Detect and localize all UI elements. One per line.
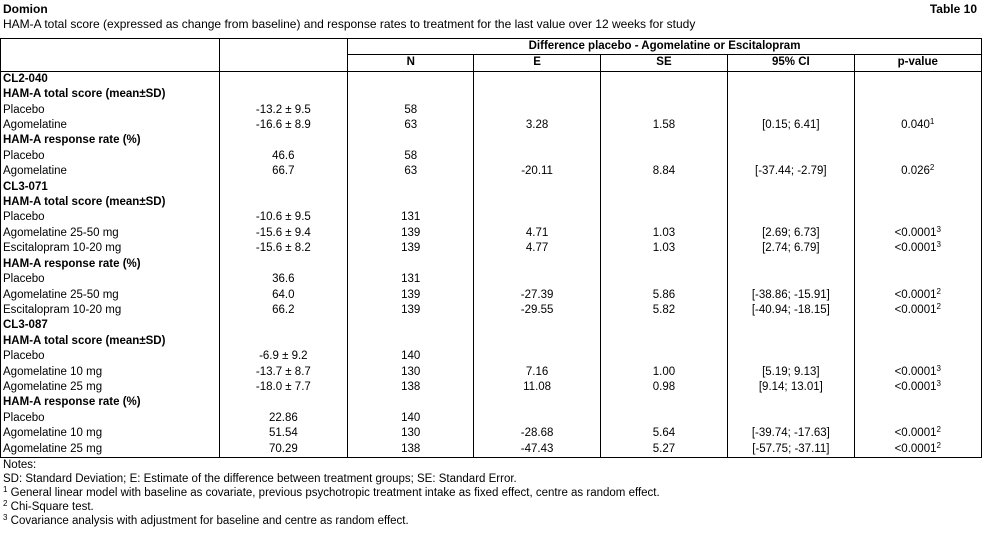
p-value-cell <box>854 380 981 395</box>
treatment-group-label: Agomelatine <box>1 164 220 179</box>
group-value-cell: 22.86 <box>219 411 347 426</box>
empty-cell <box>219 133 347 148</box>
ci-cell: [2.74; 6.79] <box>728 241 854 256</box>
column-header-n: N <box>348 55 474 71</box>
n-cell: 139 <box>348 241 474 256</box>
footnote-mark: 3 <box>3 513 8 522</box>
study-label: CL3-087 <box>1 318 220 333</box>
study-row <box>1 318 982 333</box>
metric-label: HAM-A response rate (%) <box>1 257 220 272</box>
empty-cell <box>348 180 474 195</box>
p-value-text: <0.0001 <box>894 427 937 440</box>
n-cell: 130 <box>348 365 474 380</box>
empty-cell <box>600 133 727 148</box>
p-value-cell <box>854 226 981 241</box>
ci-cell: [0.15; 6.41] <box>728 118 854 133</box>
empty-cell <box>854 334 981 349</box>
p-value-cell <box>854 164 981 179</box>
n-cell: 138 <box>348 442 474 458</box>
n-cell: 58 <box>348 149 474 164</box>
empty-cell <box>600 395 727 410</box>
group-value-cell: 36.6 <box>219 272 347 287</box>
se-cell: 1.58 <box>600 118 727 133</box>
empty-cell <box>474 180 600 195</box>
empty-cell <box>854 318 981 333</box>
column-header-row <box>1 55 982 71</box>
empty-cell <box>728 395 854 410</box>
table-row <box>1 226 982 241</box>
empty-cell <box>728 87 854 102</box>
empty-cell <box>348 395 474 410</box>
footnote-mark: 2 <box>3 499 8 508</box>
p-value-cell <box>854 303 981 318</box>
p-value-cell <box>854 103 981 118</box>
p-value-text: <0.0001 <box>894 303 937 316</box>
header-empty-cell <box>219 39 347 55</box>
n-cell: 63 <box>348 164 474 179</box>
treatment-group-label: Agomelatine 25 mg <box>1 380 220 395</box>
footnote-ref: 2 <box>929 164 935 173</box>
group-value-cell: 64.0 <box>219 288 347 303</box>
difference-group-header: Difference placebo - Agomelatine or Escitalopram <box>348 39 982 55</box>
empty-cell <box>219 87 347 102</box>
n-cell: 131 <box>348 272 474 287</box>
estimate-cell <box>474 349 600 364</box>
estimate-cell: 3.28 <box>474 118 600 133</box>
empty-cell <box>219 334 347 349</box>
p-value-cell <box>854 149 981 164</box>
empty-cell <box>474 318 600 333</box>
p-value-cell <box>854 365 981 380</box>
empty-cell <box>728 195 854 210</box>
p-value-text: 0.026 <box>901 165 930 178</box>
footnote-ref: 1 <box>929 118 935 127</box>
footnote-2 <box>3 500 660 514</box>
group-value-cell: 70.29 <box>219 442 347 458</box>
treatment-group-label: Escitalopram 10-20 mg <box>1 241 220 256</box>
column-header-ci: 95% CI <box>728 55 854 71</box>
treatment-group-label: Placebo <box>1 349 220 364</box>
group-header-row <box>1 39 982 55</box>
empty-cell <box>348 87 474 102</box>
empty-cell <box>854 133 981 148</box>
group-value-cell: -18.0 ± 7.7 <box>219 380 347 395</box>
table-row <box>1 365 982 380</box>
empty-cell <box>348 133 474 148</box>
p-value-text: 0.040 <box>901 119 930 132</box>
empty-cell <box>474 133 600 148</box>
empty-cell <box>348 71 474 87</box>
se-cell: 1.00 <box>600 365 727 380</box>
empty-cell <box>348 257 474 272</box>
n-cell: 131 <box>348 210 474 225</box>
empty-cell <box>600 87 727 102</box>
n-cell: 139 <box>348 226 474 241</box>
n-cell: 139 <box>348 288 474 303</box>
se-cell <box>600 210 727 225</box>
table-row <box>1 210 982 225</box>
empty-cell <box>728 318 854 333</box>
table-row <box>1 411 982 426</box>
metric-label: HAM-A total score (mean±SD) <box>1 87 220 102</box>
footnote-ref: 3 <box>936 379 941 388</box>
ci-cell: [2.69; 6.73] <box>728 226 854 241</box>
treatment-group-label: Agomelatine 10 mg <box>1 365 220 380</box>
p-value-cell <box>854 210 981 225</box>
estimate-cell: -20.11 <box>474 164 600 179</box>
group-value-cell: -6.9 ± 9.2 <box>219 349 347 364</box>
results-table <box>0 38 982 458</box>
table-row <box>1 272 982 287</box>
footnote-mark: 1 <box>3 485 8 494</box>
empty-cell <box>728 133 854 148</box>
ci-cell: [-39.74; -17.63] <box>728 426 854 441</box>
treatment-group-label: Agomelatine 10 mg <box>1 426 220 441</box>
column-header-e: E <box>474 55 600 71</box>
metric-row <box>1 257 982 272</box>
p-value-cell <box>854 426 981 441</box>
se-cell: 0.98 <box>600 380 727 395</box>
company-name: Domion <box>3 2 48 16</box>
ci-cell: [9.14; 13.01] <box>728 380 854 395</box>
notes-abbreviations: SD: Standard Deviation; E: Estimate of the difference between treatment groups; SE: Standard Error. <box>3 473 517 485</box>
ci-cell: [-57.75; -37.11] <box>728 442 854 458</box>
metric-label: HAM-A total score (mean±SD) <box>1 195 220 210</box>
treatment-group-label: Agomelatine 25-50 mg <box>1 288 220 303</box>
empty-cell <box>854 180 981 195</box>
treatment-group-label: Placebo <box>1 210 220 225</box>
estimate-cell <box>474 411 600 426</box>
treatment-group-label: Placebo <box>1 411 220 426</box>
ci-cell: [-37.44; -2.79] <box>728 164 854 179</box>
empty-cell <box>728 257 854 272</box>
footnote-ref: 2 <box>936 426 941 435</box>
column-header-se: SE <box>600 55 727 71</box>
se-cell: 5.82 <box>600 303 727 318</box>
header-empty-cell <box>219 55 347 71</box>
p-value-text: <0.0001 <box>894 380 937 393</box>
estimate-cell <box>474 103 600 118</box>
empty-cell <box>474 87 600 102</box>
se-cell: 5.27 <box>600 442 727 458</box>
p-value-cell <box>854 411 981 426</box>
ci-cell <box>728 149 854 164</box>
metric-row <box>1 87 982 102</box>
empty-cell <box>474 334 600 349</box>
empty-cell <box>600 180 727 195</box>
se-cell <box>600 149 727 164</box>
table-row <box>1 380 982 395</box>
empty-cell <box>348 195 474 210</box>
empty-cell <box>854 87 981 102</box>
n-cell: 140 <box>348 349 474 364</box>
footnote-3 <box>3 514 660 528</box>
p-value-text: <0.0001 <box>894 442 937 455</box>
p-value-cell <box>854 241 981 256</box>
footnote-ref: 2 <box>936 287 941 296</box>
table-row <box>1 149 982 164</box>
table-body <box>1 71 982 457</box>
empty-cell <box>219 395 347 410</box>
table-number: Table 10 <box>929 2 977 16</box>
se-cell: 5.64 <box>600 426 727 441</box>
empty-cell <box>728 71 854 87</box>
estimate-cell: 4.71 <box>474 226 600 241</box>
n-cell: 139 <box>348 303 474 318</box>
se-cell <box>600 103 727 118</box>
p-value-text: <0.0001 <box>894 288 937 301</box>
empty-cell <box>474 257 600 272</box>
estimate-cell: 7.16 <box>474 365 600 380</box>
empty-cell <box>219 195 347 210</box>
p-value-text: <0.0001 <box>894 365 937 378</box>
footnote-ref: 3 <box>936 241 941 250</box>
estimate-cell <box>474 272 600 287</box>
footnote-text: Chi-Square test. <box>10 501 94 513</box>
group-value-cell: -13.2 ± 9.5 <box>219 103 347 118</box>
n-cell: 138 <box>348 380 474 395</box>
se-cell <box>600 411 727 426</box>
group-value-cell: 51.54 <box>219 426 347 441</box>
se-cell: 8.84 <box>600 164 727 179</box>
estimate-cell: -29.55 <box>474 303 600 318</box>
empty-cell <box>219 257 347 272</box>
estimate-cell <box>474 149 600 164</box>
ci-cell <box>728 411 854 426</box>
column-header-p: p-value <box>854 55 981 71</box>
ci-cell: [5.19; 9.13] <box>728 365 854 380</box>
n-cell: 140 <box>348 411 474 426</box>
treatment-group-label: Agomelatine 25-50 mg <box>1 226 220 241</box>
estimate-cell: -28.68 <box>474 426 600 441</box>
p-value-cell <box>854 349 981 364</box>
ci-cell <box>728 103 854 118</box>
empty-cell <box>474 395 600 410</box>
p-value-text: <0.0001 <box>894 242 937 255</box>
ci-cell <box>728 349 854 364</box>
table-row <box>1 426 982 441</box>
table-caption: HAM-A total score (expressed as change from baseline) and response rates to treatment for the last value over 12 weeks for study <box>3 17 696 31</box>
empty-cell <box>474 71 600 87</box>
treatment-group-label: Escitalopram 10-20 mg <box>1 303 220 318</box>
footnote-ref: 2 <box>936 441 941 450</box>
metric-label: HAM-A response rate (%) <box>1 395 220 410</box>
ci-cell <box>728 210 854 225</box>
empty-cell <box>854 395 981 410</box>
empty-cell <box>348 334 474 349</box>
ci-cell <box>728 272 854 287</box>
p-value-cell <box>854 118 981 133</box>
table-row <box>1 288 982 303</box>
se-cell: 1.03 <box>600 226 727 241</box>
empty-cell <box>600 318 727 333</box>
study-row <box>1 180 982 195</box>
se-cell <box>600 272 727 287</box>
empty-cell <box>474 195 600 210</box>
study-label: CL3-071 <box>1 180 220 195</box>
table-row <box>1 241 982 256</box>
empty-cell <box>600 334 727 349</box>
estimate-cell: 11.08 <box>474 380 600 395</box>
notes-section <box>3 458 660 528</box>
treatment-group-label: Agomelatine 25 mg <box>1 442 220 458</box>
se-cell: 1.03 <box>600 241 727 256</box>
empty-cell <box>600 195 727 210</box>
treatment-group-label: Agomelatine <box>1 118 220 133</box>
table-row <box>1 118 982 133</box>
footnote-text: General linear model with baseline as covariate, previous psychotropic treatment intake as fixed effect, centre as random effect. <box>10 487 660 499</box>
table-row <box>1 442 982 458</box>
document-header <box>3 2 977 18</box>
header-empty-cell <box>1 55 220 71</box>
empty-cell <box>728 180 854 195</box>
footnote-ref: 3 <box>936 225 941 234</box>
group-value-cell: 66.2 <box>219 303 347 318</box>
empty-cell <box>219 318 347 333</box>
metric-label: HAM-A total score (mean±SD) <box>1 334 220 349</box>
group-value-cell: -15.6 ± 8.2 <box>219 241 347 256</box>
p-value-cell <box>854 442 981 458</box>
ci-cell: [-40.94; -18.15] <box>728 303 854 318</box>
estimate-cell: -47.43 <box>474 442 600 458</box>
p-value-text: <0.0001 <box>894 226 937 239</box>
footnote-ref: 2 <box>936 302 941 311</box>
empty-cell <box>219 71 347 87</box>
table-row <box>1 303 982 318</box>
empty-cell <box>219 180 347 195</box>
table-row <box>1 349 982 364</box>
empty-cell <box>854 71 981 87</box>
estimate-cell <box>474 210 600 225</box>
p-value-cell <box>854 288 981 303</box>
header-empty-cell <box>1 39 220 55</box>
footnote-text: Covariance analysis with adjustment for baseline and centre as random effect. <box>10 515 409 527</box>
n-cell: 63 <box>348 118 474 133</box>
empty-cell <box>600 257 727 272</box>
metric-row <box>1 133 982 148</box>
footnote-ref: 3 <box>936 364 941 373</box>
table-row <box>1 103 982 118</box>
empty-cell <box>854 257 981 272</box>
metric-row <box>1 334 982 349</box>
footnote-1 <box>3 486 660 500</box>
n-cell: 58 <box>348 103 474 118</box>
n-cell: 130 <box>348 426 474 441</box>
group-value-cell: -16.6 ± 8.9 <box>219 118 347 133</box>
empty-cell <box>348 318 474 333</box>
se-cell: 5.86 <box>600 288 727 303</box>
ci-cell: [-38.86; -15.91] <box>728 288 854 303</box>
estimate-cell: -27.39 <box>474 288 600 303</box>
treatment-group-label: Placebo <box>1 149 220 164</box>
empty-cell <box>728 334 854 349</box>
metric-row <box>1 395 982 410</box>
treatment-group-label: Placebo <box>1 103 220 118</box>
table-row <box>1 164 982 179</box>
treatment-group-label: Placebo <box>1 272 220 287</box>
group-value-cell: -10.6 ± 9.5 <box>219 210 347 225</box>
group-value-cell: 66.7 <box>219 164 347 179</box>
study-row <box>1 71 982 87</box>
p-value-cell <box>854 272 981 287</box>
metric-row <box>1 195 982 210</box>
metric-label: HAM-A response rate (%) <box>1 133 220 148</box>
group-value-cell: 46.6 <box>219 149 347 164</box>
se-cell <box>600 349 727 364</box>
empty-cell <box>600 71 727 87</box>
notes-title: Notes: <box>3 459 37 471</box>
study-label: CL2-040 <box>1 71 220 87</box>
empty-cell <box>854 195 981 210</box>
group-value-cell: -15.6 ± 9.4 <box>219 226 347 241</box>
estimate-cell: 4.77 <box>474 241 600 256</box>
group-value-cell: -13.7 ± 8.7 <box>219 365 347 380</box>
